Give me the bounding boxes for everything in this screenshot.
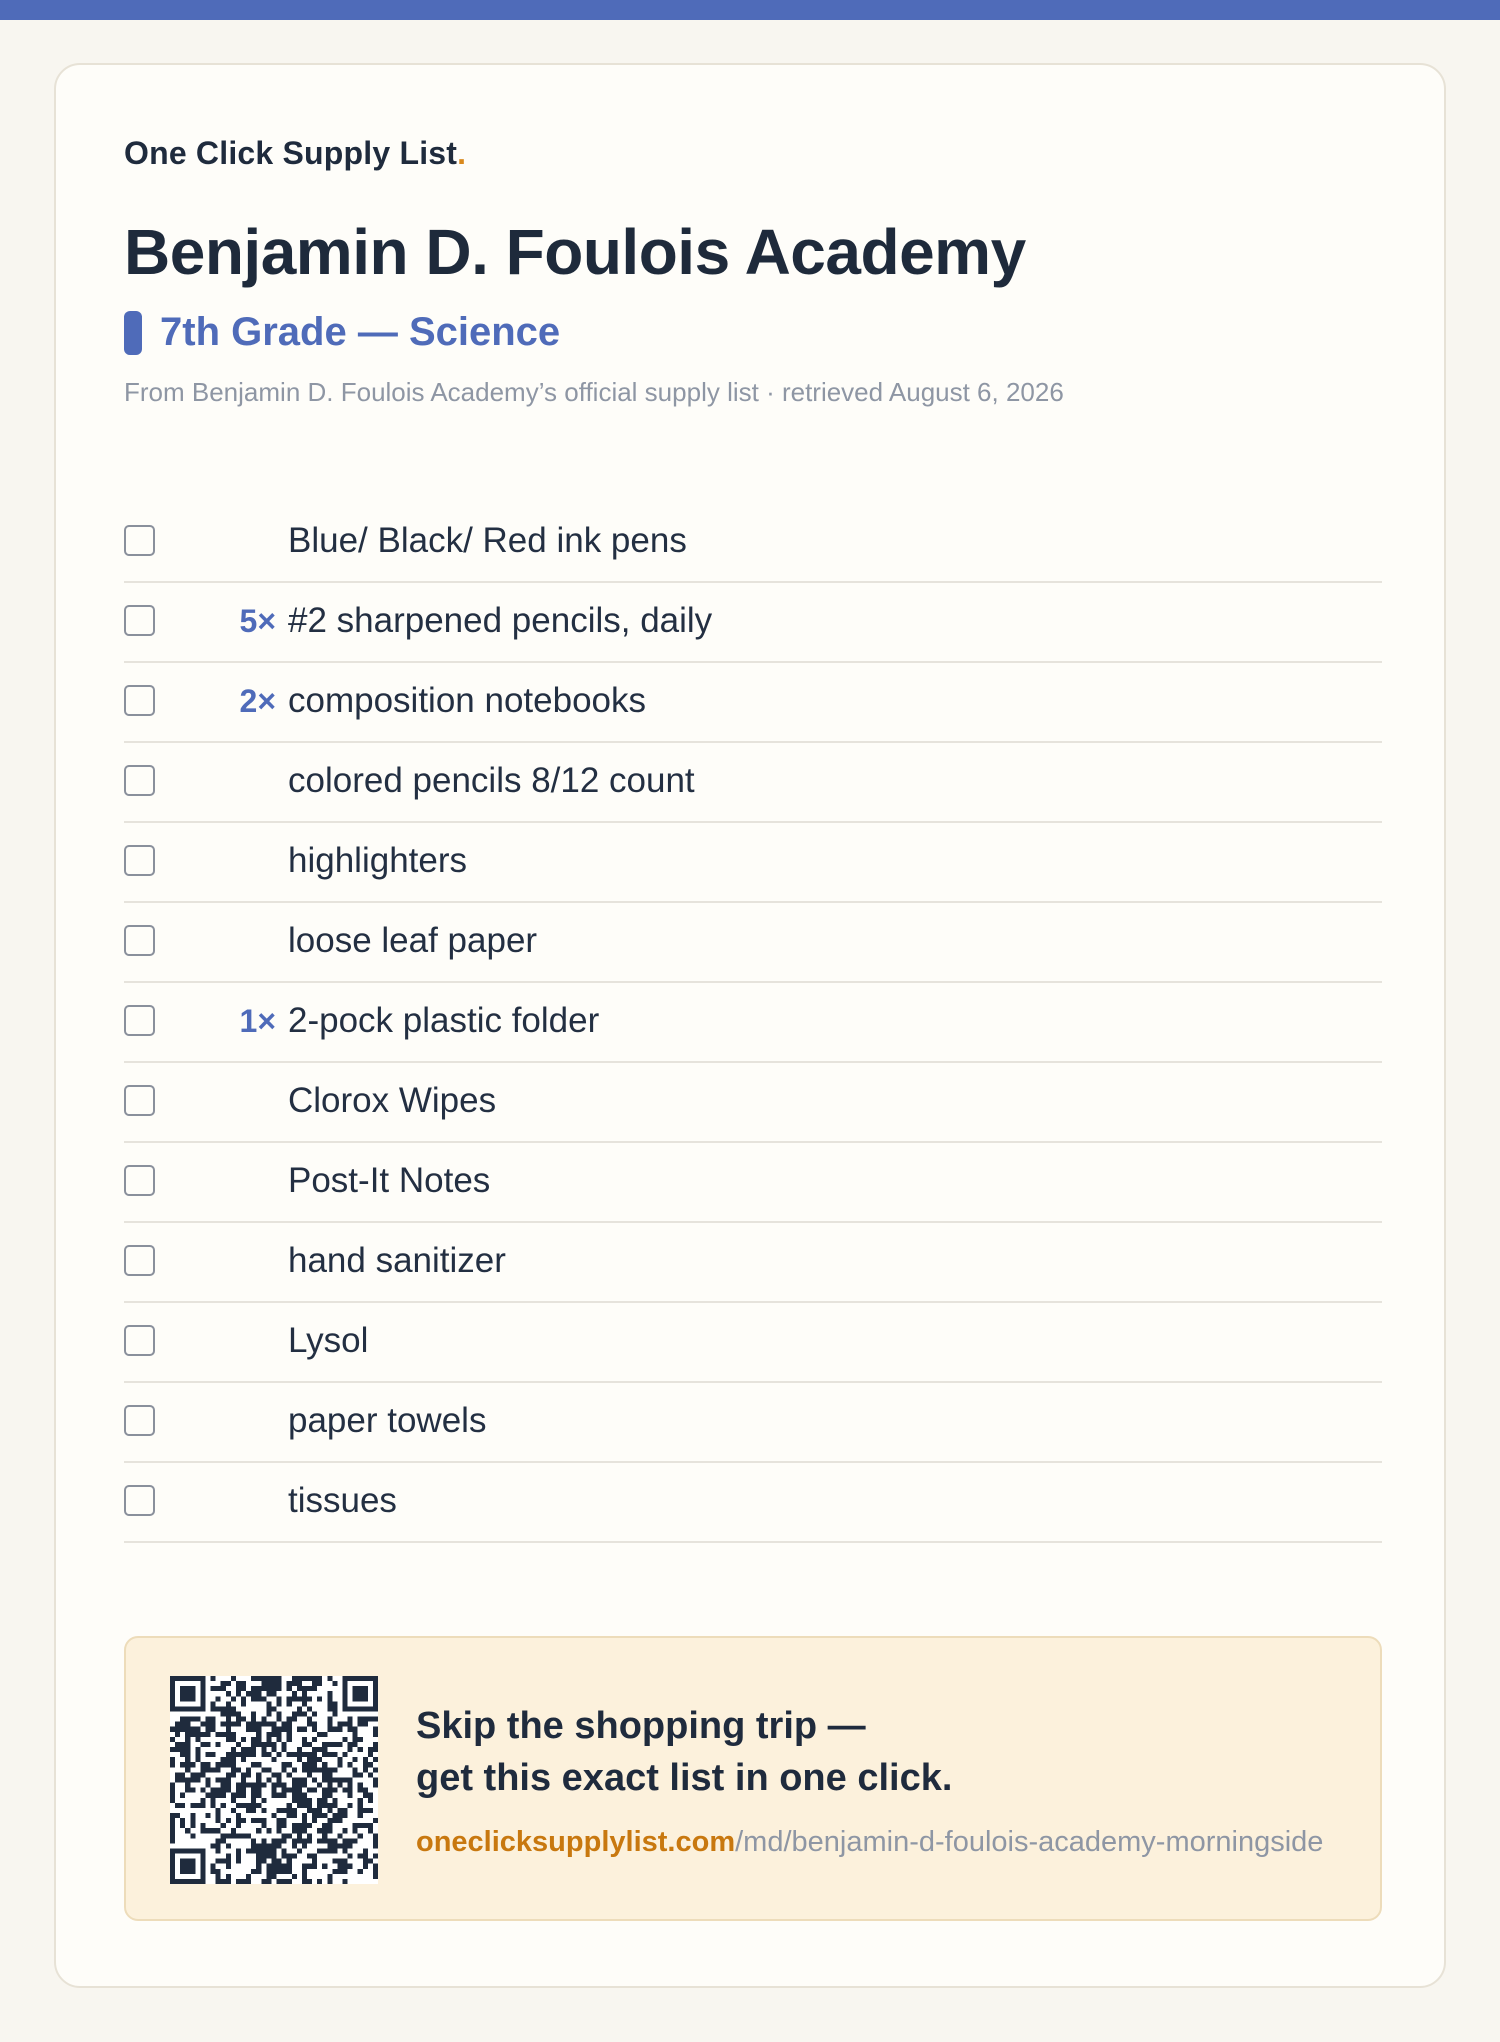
item-checkbox[interactable] [124, 845, 155, 876]
grade-marker-icon [124, 311, 142, 355]
item-label: highlighters [288, 841, 467, 880]
item-checkbox[interactable] [124, 1085, 155, 1116]
source-note: From Benjamin D. Foulois Academy’s official supply list · retrieved August 6, 2026 [124, 377, 1064, 407]
grade-label: 7th Grade — Science [160, 310, 561, 354]
supply-list [124, 503, 1382, 1543]
brand-name: One Click Supply List [124, 135, 458, 171]
item-checkbox[interactable] [124, 1485, 155, 1516]
promo-link-domain: oneclicksupplylist.com [416, 1826, 736, 1858]
list-item[interactable] [124, 583, 1382, 663]
list-item[interactable] [124, 1303, 1382, 1383]
item-checkbox[interactable] [124, 525, 155, 556]
item-label: Post-It Notes [288, 1161, 491, 1200]
item-label: 2-pock plastic folder [288, 1001, 600, 1040]
promo-banner [124, 1636, 1382, 1921]
item-checkbox[interactable] [124, 1005, 155, 1036]
list-item[interactable] [124, 823, 1382, 903]
item-checkbox[interactable] [124, 1165, 155, 1196]
top-accent-bar [0, 0, 1500, 20]
page-title: Benjamin D. Foulois Academy [124, 216, 1026, 288]
promo-link[interactable] [416, 1826, 1323, 1859]
list-item[interactable] [124, 1383, 1382, 1463]
supply-list-card [54, 63, 1446, 1988]
list-item[interactable] [124, 663, 1382, 743]
item-quantity: 2× [239, 683, 276, 719]
promo-headline-line2: get this exact list in one click. [416, 1757, 953, 1799]
promo-headline [416, 1700, 952, 1804]
item-checkbox[interactable] [124, 1405, 155, 1436]
item-checkbox[interactable] [124, 925, 155, 956]
item-label: composition notebooks [288, 681, 646, 720]
item-label: Clorox Wipes [288, 1081, 497, 1120]
item-quantity: 1× [239, 1003, 276, 1039]
item-checkbox[interactable] [124, 685, 155, 716]
list-item[interactable] [124, 743, 1382, 823]
promo-link-path: /md/benjamin-d-foulois-academy-morningside [735, 1826, 1324, 1858]
item-label: loose leaf paper [288, 921, 538, 960]
list-item[interactable] [124, 503, 1382, 583]
item-quantity: 5× [239, 603, 276, 639]
list-item[interactable] [124, 1223, 1382, 1303]
list-item[interactable] [124, 903, 1382, 983]
item-label: Lysol [288, 1321, 369, 1360]
item-label: tissues [288, 1481, 397, 1520]
list-item[interactable] [124, 1463, 1382, 1543]
brand-logo[interactable] [124, 135, 466, 172]
list-item[interactable] [124, 983, 1382, 1063]
qr-code-icon[interactable] [170, 1676, 378, 1884]
list-item[interactable] [124, 1063, 1382, 1143]
item-label: Blue/ Black/ Red ink pens [288, 521, 687, 560]
item-label: colored pencils 8/12 count [288, 761, 695, 800]
item-checkbox[interactable] [124, 765, 155, 796]
grade-subtitle [124, 310, 560, 355]
item-label: #2 sharpened pencils, daily [288, 601, 713, 640]
brand-dot: . [457, 135, 467, 171]
item-label: paper towels [288, 1401, 487, 1440]
list-item[interactable] [124, 1143, 1382, 1223]
item-label: hand sanitizer [288, 1241, 506, 1280]
item-checkbox[interactable] [124, 1325, 155, 1356]
promo-headline-line1: Skip the shopping trip — [416, 1705, 866, 1747]
item-checkbox[interactable] [124, 605, 155, 636]
item-checkbox[interactable] [124, 1245, 155, 1276]
